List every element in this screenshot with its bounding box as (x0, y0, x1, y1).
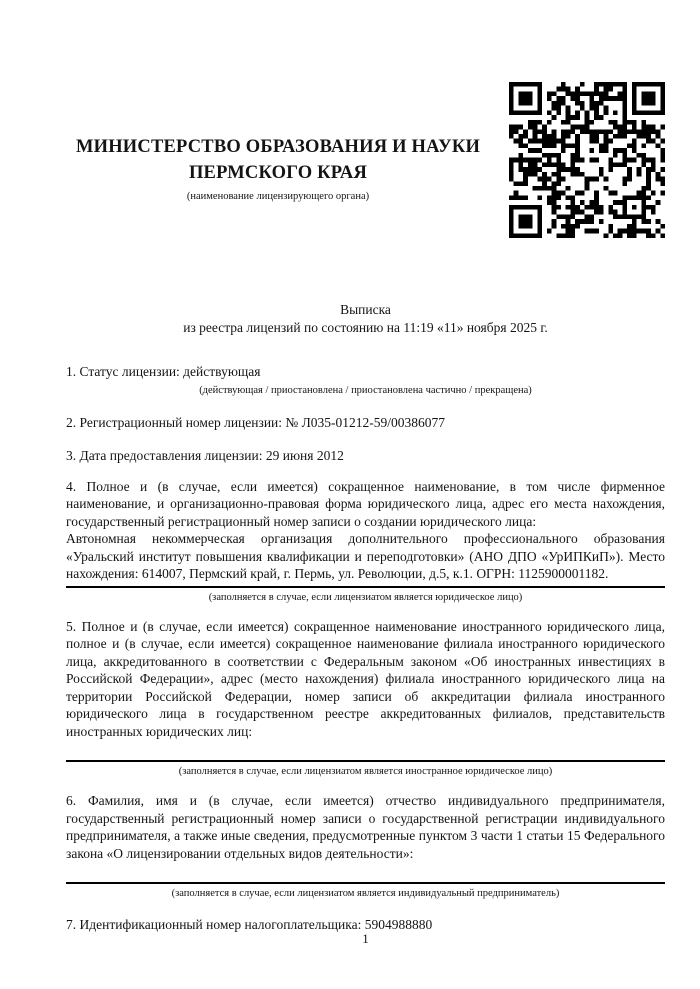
individual-entrepreneur-caption: (заполняется в случае, если лицензиатом является индивидуальный предприниматель) (171, 888, 560, 899)
document-header (66, 82, 665, 238)
legal-entity-value: Автономная некоммерческая организация дополнительного профессионального образования «Уральский институт повышения квалификации и переподготовки» (АНО ДПО «УрИПКиП»). Место нахождения: 614007, Пермский край, г. Пермь, ул. Революции, д.5, к.1. ОГРН: 1125900001182. (66, 531, 665, 581)
license-status-caption: (действующая / приостановлена / приостановлена частично / прекращена) (199, 384, 532, 396)
section-license-status (66, 363, 665, 397)
individual-entrepreneur-label: 6. Фамилия, имя и (в случае, если имеется) отчество индивидуального предпринимателя, государственный регистрационный номер записи о государственной регистрации индивидуального предпринимателя, а также иные сведения, предусмотренные пунктом 3 части 1 статьи 15 Федерального закона «О лицензировании отдельных видов деятельности»: (66, 793, 665, 861)
foreign-entity-caption: (заполняется в случае, если лицензиатом является иностранное юридическое лицо) (178, 766, 553, 777)
licensing-authority-block (66, 82, 490, 203)
license-date-text: 3. Дата предоставления лицензии: 29 июня 2012 (66, 448, 344, 463)
ministry-name-line1: МИНИСТЕРСТВО ОБРАЗОВАНИЯ И НАУКИ (75, 137, 481, 157)
legal-entity-label: 4. Полное и (в случае, если имеется) сокращенное наименование, в том числе фирменное наименование, и организационно-правовая форма юридического лица, адрес его места нахождения, государственный регистрационный номер записи о создании юридического лица: (66, 478, 665, 529)
section-legal-entity (66, 478, 665, 604)
document-title-line1: Выписка (340, 302, 391, 317)
document-title (66, 301, 665, 336)
page-number: 1 (362, 930, 369, 946)
legal-entity-field (66, 478, 665, 588)
licensing-authority-caption: (наименование лицензирующего органа) (186, 191, 370, 202)
ministry-name (66, 134, 490, 186)
foreign-entity-label: 5. Полное и (в случае, если имеется) сокращенное наименование иностранного юридического лица, полное и (в случае, если имеется) сокращенное наименование филиала иностранного юридического лица, аккредитованного в соответствии с Федеральным законом «Об иностранных инвестициях в Российской Федерации», адрес (место нахождения) филиала иностранного юридического лица на территории Российской Федерации, номер записи об аккредитации филиала иностранного юридического лица в государственном реестре аккредитованных филиалов, представительств иностранных юридических лиц: (66, 618, 665, 739)
individual-entrepreneur-blank-line (66, 862, 665, 884)
document-title-line2: из реестра лицензий по состоянию на 11:19 «11» ноября 2025 г. (183, 319, 548, 335)
section-registration-number (66, 414, 665, 432)
ministry-name-line2: ПЕРМСКОГО КРАЯ (188, 163, 368, 183)
legal-entity-caption: (заполняется в случае, если лицензиатом является юридическое лицо) (208, 591, 523, 603)
taxpayer-number-text: 7. Идентификационный номер налогоплательщика: 5904988880 (66, 917, 433, 932)
section-foreign-entity (66, 618, 665, 779)
foreign-entity-blank-line (66, 740, 665, 762)
qr-code-image (509, 82, 665, 238)
qr-code (509, 82, 665, 238)
section-individual-entrepreneur (66, 792, 665, 900)
section-license-date (66, 447, 665, 465)
license-status-text: 1. Статус лицензии: действующая (66, 364, 261, 379)
registration-number-text: 2. Регистрационный номер лицензии: № Л035-01212-59/00386077 (66, 414, 446, 430)
